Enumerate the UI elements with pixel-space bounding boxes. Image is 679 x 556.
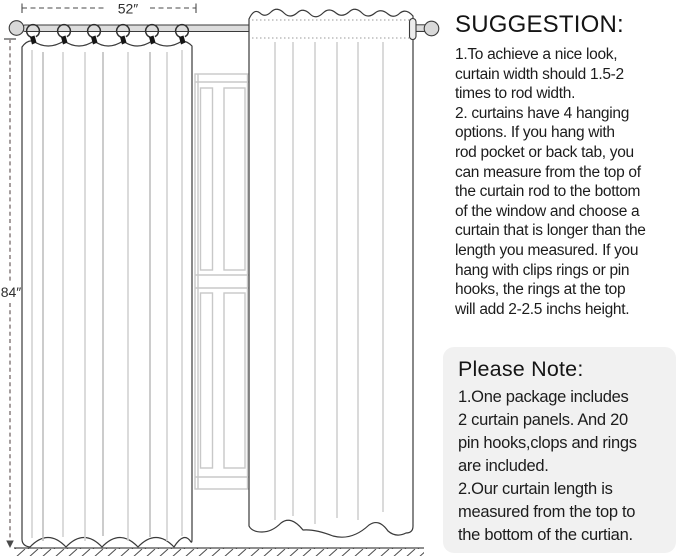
right-curtain-panel — [249, 9, 413, 537]
note-line: 2 curtain panels. And 20 — [458, 411, 628, 429]
floor — [14, 548, 424, 556]
suggestion-line: of the window and choose a — [455, 202, 640, 220]
suggestion-line: hooks, the rings at the top — [455, 281, 626, 299]
width-dimension — [22, 1, 196, 17]
suggestion-line: 1.To achieve a nice look, — [455, 46, 618, 63]
finial-right-icon — [424, 21, 439, 36]
window-pane — [201, 88, 213, 270]
note-line: measured from the top to — [458, 503, 636, 521]
note-line: 1.One package includes — [458, 388, 629, 406]
suggestion-line: times to rod width. — [455, 85, 576, 103]
curtain-clips — [30, 36, 186, 45]
window-pane — [224, 293, 245, 468]
rod-right-end — [410, 19, 439, 40]
suggestion-line: rod pocket or back tab, you — [455, 143, 634, 161]
suggestion-line: can measure from the top of — [455, 163, 641, 181]
note-line: pin hooks,clops and rings — [458, 434, 637, 452]
suggestion-line: curtain that is longer than the — [455, 222, 646, 240]
width-dimension-label: 52″ — [117, 0, 139, 17]
note-title: Please Note: — [458, 357, 584, 381]
left-curtain-panel — [22, 41, 192, 547]
length-dimension — [1, 39, 22, 548]
finial-left-icon — [9, 21, 24, 36]
window-pane — [224, 88, 245, 270]
suggestion-line: will add 2-2.5 inchs height. — [455, 300, 630, 318]
length-dimension-label: 84″ — [0, 284, 22, 300]
suggestion-line: 2. curtains have 4 hanging — [455, 104, 630, 122]
window-pane — [201, 293, 213, 468]
suggestion-line: hang with clips rings or pin — [455, 261, 630, 279]
note-line: are included. — [458, 457, 549, 475]
suggestion-line: options. If you hang with — [455, 124, 615, 142]
note-line: 2.Our curtain length is — [458, 480, 613, 498]
note-line: the bottom of the curtian. — [458, 526, 633, 544]
suggestion-section — [455, 12, 679, 319]
suggestion-line: the curtain rod to the bottom — [455, 183, 641, 201]
suggestion-line: curtain width should 1.5-2 — [455, 65, 624, 83]
suggestion-title: SUGGESTION: — [455, 11, 624, 38]
note-box — [443, 347, 676, 553]
suggestion-line: length you measured. If you — [455, 241, 639, 259]
